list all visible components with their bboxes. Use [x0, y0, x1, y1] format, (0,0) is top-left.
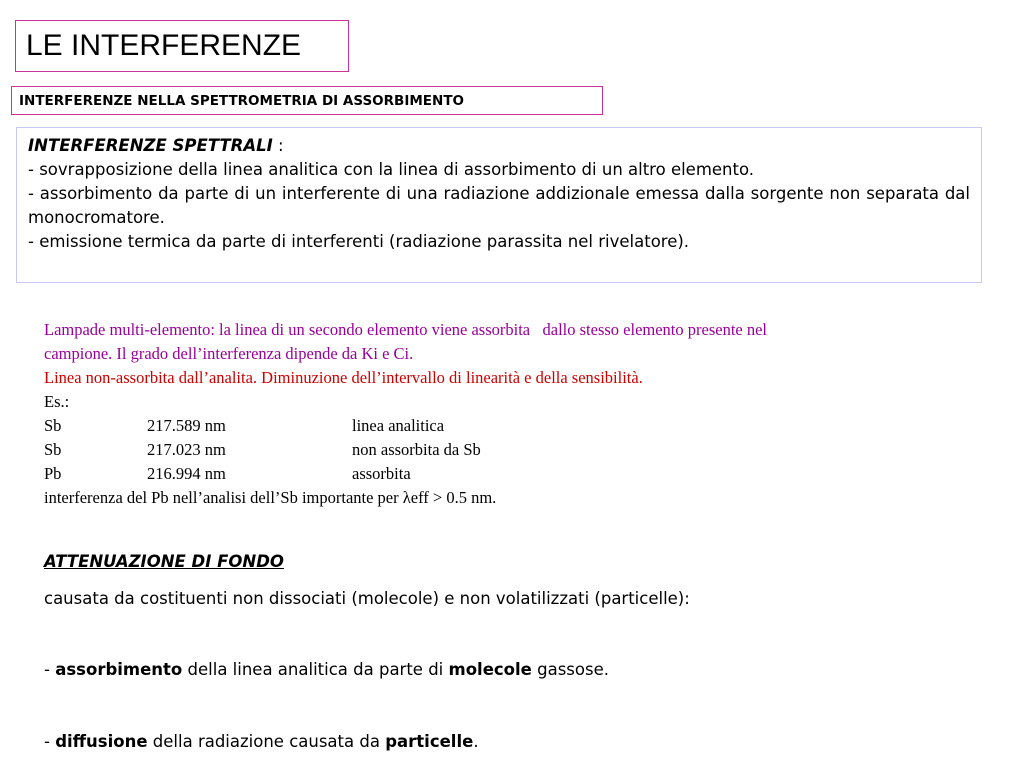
item-bold-term: particelle [385, 732, 474, 751]
example-wavelength: 217.023 nm [147, 440, 226, 459]
interference-conclusion [44, 486, 984, 510]
attenuation-item-diffusion [44, 732, 479, 751]
item-text-end: . [473, 732, 479, 751]
section-subtitle [11, 86, 603, 115]
example-row [44, 414, 984, 438]
spectral-heading-suffix: : [272, 136, 284, 155]
example-element: Sb [44, 416, 62, 435]
attenuation-intro: causata da costituenti non dissociati (molecole) e non volatilizzati (particelle): [44, 589, 690, 608]
item-bold-term: diffusione [55, 732, 148, 751]
item-dash: - [44, 660, 56, 679]
example-element: Pb [44, 464, 62, 483]
lambda-symbol: λ [402, 488, 411, 507]
spectral-interference-box [16, 127, 982, 283]
item-text-end: gassose. [531, 660, 609, 679]
item-bold-term: assorbimento [55, 660, 183, 679]
spectral-line-1: - sovrapposizione della linea analitica con la linea di assorbimento di un altro elemento. [28, 160, 755, 179]
example-wavelength: 216.994 nm [147, 464, 226, 483]
multi-element-lamp-section [44, 318, 984, 510]
example-label: Es.: [44, 392, 70, 411]
spectral-heading: INTERFERENZE SPETTRALI [28, 136, 273, 155]
example-wavelength: 217.589 nm [147, 416, 226, 435]
conclusion-prefix: interferenza del Pb nell’analisi dell’Sb importante per [44, 488, 403, 507]
conclusion-suffix: eff > 0.5 nm. [410, 488, 497, 507]
spectral-line-3: - emissione termica da parte di interferenti (radiazione parassita nel rivelatore). [28, 232, 690, 251]
item-text: della radiazione causata da [147, 732, 386, 751]
section-subtitle-text: INTERFERENZE NELLA SPETTROMETRIA DI ASSORBIMENTO [19, 92, 464, 109]
example-row [44, 462, 984, 486]
slide-title-text: LE INTERFERENZE [26, 29, 302, 62]
example-element: Sb [44, 440, 62, 459]
example-note: assorbita [352, 464, 411, 483]
item-dash: - [44, 732, 56, 751]
nonabsorbed-line-text: Linea non-assorbita dall’analita. Diminuzione dell’intervallo di linearità e della sensibilità. [44, 368, 643, 387]
item-text: della linea analitica da parte di [182, 660, 449, 679]
example-note: non assorbita da Sb [352, 440, 481, 459]
slide-title [15, 20, 349, 72]
item-bold-term: molecole [448, 660, 532, 679]
example-row [44, 438, 984, 462]
lamp-text-line-1: Lampade multi-elemento: la linea di un secondo elemento viene assorbita dallo stesso elemento presente nel [44, 320, 768, 339]
attenuation-heading: ATTENUAZIONE DI FONDO [44, 552, 284, 571]
spectral-line-2: - assorbimento da parte di un interferente di una radiazione addizionale emessa dalla sorgente non separata dal monocromatore. [28, 184, 970, 227]
example-note: linea analitica [352, 416, 445, 435]
attenuation-item-absorption [44, 660, 609, 679]
spectral-heading-line [28, 134, 970, 158]
lamp-text-line-2: campione. Il grado dell’interferenza dipende da Ki e Ci. [44, 344, 414, 363]
